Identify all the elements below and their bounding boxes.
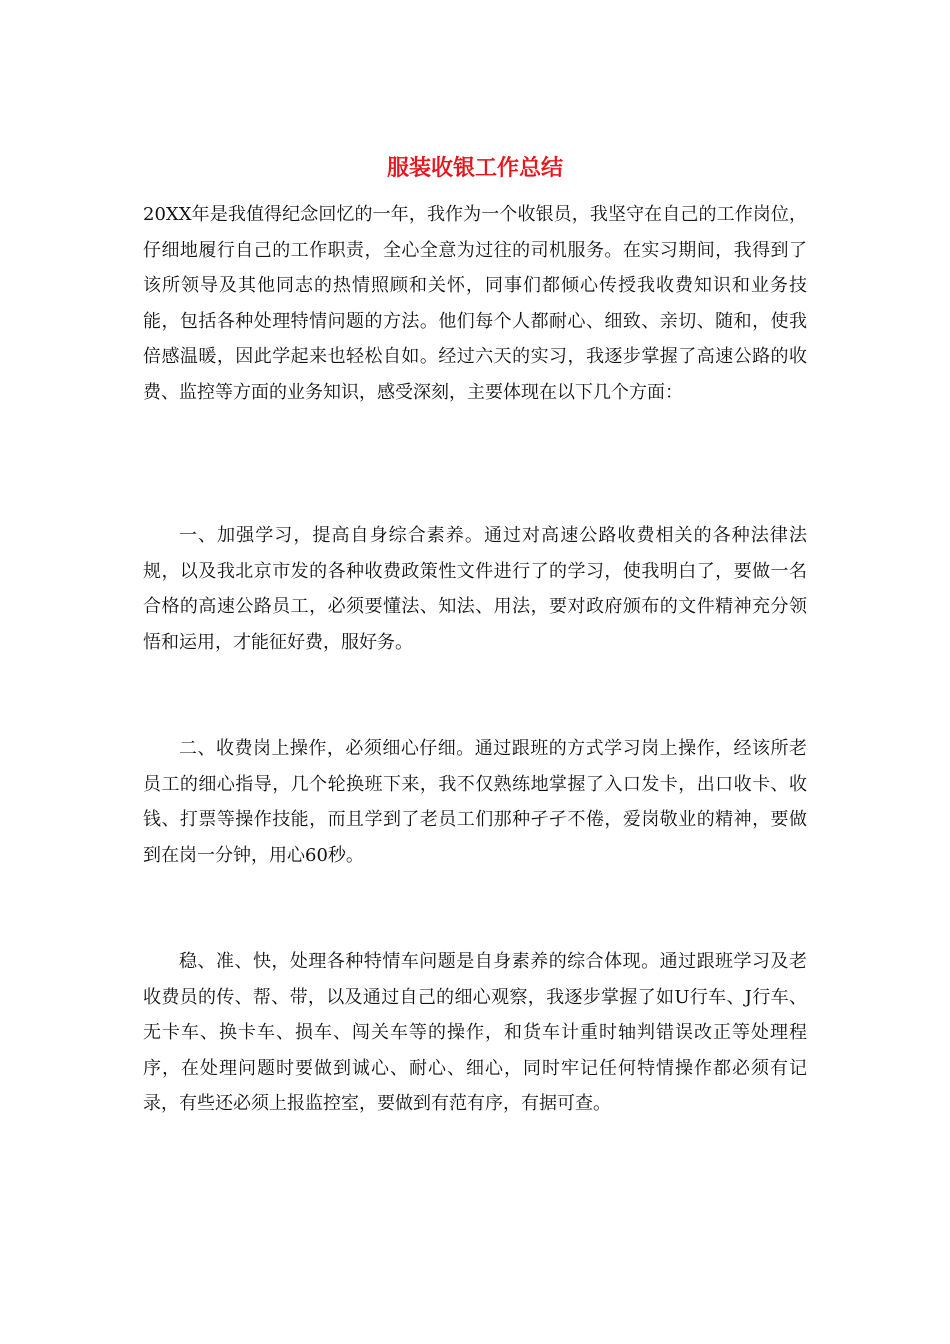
document-title: 服装收银工作总结 [386,155,563,181]
intro-paragraph: 20XX年是我值得纪念回忆的一年，我作为一个收银员，我坚守在自己的工作岗位，仔细地履行自己的工作职责，全心全意为过往的司机服务。在实习期间，我得到了该所领导及其他同志的热情照顾和关怀，同事们都倾心传授我收费知识和业务技能，包括各种处理特情问题的方法。他们每个人都耐心、细致、亲切、随和，使我倍感温暖，因此学起来也轻松自如。经过六天的实习，我逐步掌握了高速公路的收费、监控等方面的业务知识，感受深刻，主要体现在以下几个方面： [143,204,807,403]
section-paragraph-3: 稳、准、快，处理各种特情车问题是自身素养的综合体现。通过跟班学习及老收费员的传、帮、带，以及通过自己的细心观察，我逐步掌握了如U行车、J行车、无卡车、换卡车、损车、闯关车等的操作，和货车计重时轴判错误改正等处理程序，在处理问题时要做到诚心、耐心、细心，同时牢记任何特情操作都必须有记录，有些还必须上报监控室，要做到有范有序，有据可查。 [143,951,807,1114]
section-paragraph-1: 一、加强学习，提高自身综合素养。通过对高速公路收费相关的各种法律法规，以及我北京市发的各种收费政策性文件进行了的学习，使我明白了，要做一名合格的高速公路员工，必须要懂法、知法、用法，要对政府颁布的文件精神充分领悟和运用，才能征好费，服好务。 [143,525,807,653]
section-paragraph-2: 二、收费岗上操作，必须细心仔细。通过跟班的方式学习岗上操作，经该所老员工的细心指导，几个轮换班下来，我不仅熟练地掌握了入口发卡，出口收卡、收钱、打票等操作技能，而且学到了老员工们那种孑孑不倦，爱岗敬业的精神，要做到在岗一分钟，用心60秒。 [143,738,807,866]
